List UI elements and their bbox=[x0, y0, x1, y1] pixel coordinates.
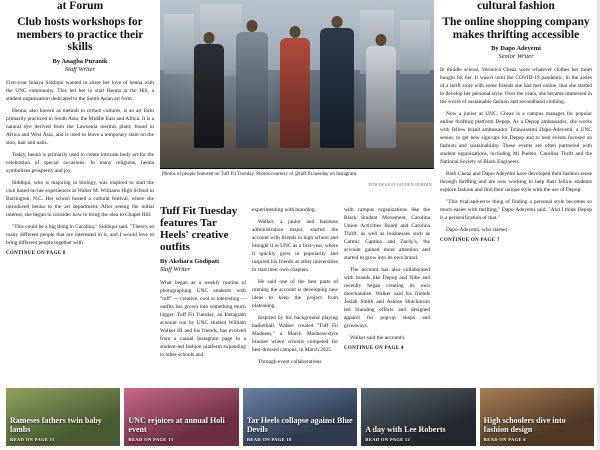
photo-credit: DTH DESIGN/JAYDEN PURDIN bbox=[368, 181, 432, 187]
center-body-col-1 bbox=[160, 279, 246, 359]
paragraph: Now a junior at UNC, Cheaz is a campus manager for popular online thrifting platform Depop. As a Depop ambassador, she works with fellow brand ambassador Tolawaseimi Dapo-Adeyemi, a UNC senior, to get new sign-ups for Depop and to host events focused on fashion and sustainability. These events are often partnered with student organizations, including Mi Pueblo, Carolina Thrift and the National Society of Black Engineers. bbox=[440, 111, 592, 166]
left-byline bbox=[6, 58, 154, 74]
promo-card[interactable] bbox=[361, 388, 475, 446]
left-article bbox=[6, 0, 154, 256]
promo-read-link[interactable]: READ ON PAGE 13 bbox=[128, 437, 174, 442]
center-column bbox=[160, 0, 434, 200]
paragraph: Inspired by his background playing basketball, Walker created "Tuff Fit Madness," a March Madness-style bracket where schools competed for best-dressed campus, in March 2025. bbox=[252, 315, 338, 353]
center-byline bbox=[160, 258, 246, 274]
promo-card[interactable] bbox=[124, 388, 238, 446]
right-headline: The online shopping company makes thrifting accessible bbox=[442, 16, 590, 41]
paragraph: In middle school, Veronica Cheaz wore whatever clothes her mom bought for her. It wasn't until the COVID-19 pandemic, in the aisles of a thrift store with some friends she had met online, that she started to develop her personal style. Over the years, she became immersed in the world of sustainable fashion and secondhand clothing. bbox=[440, 67, 592, 106]
center-body-col-2 bbox=[252, 206, 338, 366]
center-byline-role: Staff Writer bbox=[160, 265, 191, 273]
paragraph: The account has also collaborated with brands like Depop and Nike and recently began creating its own merchandise. Walker said his friends Josiah Smith and Ashton Hutchinson led branding efforts and designed apparel for pop-up shops and giveaways. bbox=[344, 267, 430, 329]
promo-read-link[interactable]: READ ON PAGE 18 bbox=[246, 437, 292, 442]
promo-title: High schoolers dive into fashion design bbox=[483, 416, 566, 435]
left-headline: Club hosts workshops for members to practice their skills bbox=[16, 16, 144, 54]
left-headline-fragment: at Forum bbox=[56, 0, 104, 12]
paragraph: Siddiqui, who is majoring in biology, was inspired to start the club based on her experiences at Walter M. Williams High School in Burlington, N.C. Her school hosted a cultural festival, where she introduced henna to the art department. After seeing the initial interest, she began to consider how to bring the idea to Chapel Hill. bbox=[6, 179, 154, 218]
center-continued[interactable]: CONTINUE ON PAGE 4 bbox=[344, 346, 404, 351]
photo-person-head bbox=[332, 16, 343, 28]
right-byline-name: By Dapo Adeyemi bbox=[491, 45, 541, 53]
paragraph: First-year Inaaya Siddiqui wanted to share her love of henna with the UNC community. This led her to start Henna at the Hill, a student organization dedicated to the South Asian art form. bbox=[6, 79, 154, 102]
right-headline-fragment: cultural fashion bbox=[477, 0, 555, 12]
photo-person bbox=[320, 28, 354, 148]
paragraph: Today, henna is primarily used to create intricate body art for the celebration of special occasions. In many religions, henna symbolizes prosperity and joy. bbox=[6, 151, 154, 174]
photo-person-head bbox=[247, 20, 258, 32]
left-continued[interactable]: CONTINUE ON PAGE 8 bbox=[6, 250, 66, 256]
right-article bbox=[440, 0, 592, 244]
promo-card[interactable] bbox=[243, 388, 357, 446]
photo-person bbox=[366, 46, 396, 148]
right-continued[interactable]: CONTINUE ON PAGE 7 bbox=[440, 238, 500, 244]
photo-caption: Photos of people featured on Tuff Fit Tuesday. Photos courtesy of @tuff.fit.tuesday on Instagram. bbox=[160, 168, 434, 181]
paragraph: with campus organizations like the Black Student Movement, Carolina Union Activities Board and Carolina Thrift, as well as businesses such as Carmic Cantina and Zachy's, the account gained more attention and started to grow into its own brand. bbox=[344, 207, 430, 261]
right-byline bbox=[440, 45, 592, 61]
photo-person bbox=[280, 38, 310, 148]
center-article bbox=[160, 202, 434, 370]
promo-read-link[interactable]: READ ON PAGE 6 bbox=[483, 437, 526, 442]
paragraph: experimenting with branding. bbox=[252, 207, 316, 213]
promo-title: UNC rejoices at annual Holi event bbox=[128, 416, 225, 435]
center-article-section bbox=[0, 200, 600, 370]
photo-person-head bbox=[290, 26, 301, 38]
center-article-col bbox=[344, 206, 430, 370]
promo-read-link[interactable]: READ ON PAGE 11 bbox=[10, 437, 55, 442]
photo-building bbox=[400, 20, 430, 74]
paragraph: What began as a weekly routine of photographing UNC students with "tuff" — creative, cool or interesting — outfits has grown into something much bigger. Tuff Fit Tuesday, an Instagram account run by UNC student William Walker III and his friends, has evolved from a casual Instagram page to a student-led fashion platform expanding to other schools and bbox=[160, 279, 246, 358]
center-byline-name: By Akshara Godipati bbox=[160, 257, 219, 265]
promo-strip bbox=[0, 388, 600, 450]
paragraph: Through event collaborations bbox=[258, 359, 322, 365]
feature-photo bbox=[160, 0, 434, 168]
promo-card[interactable] bbox=[6, 388, 120, 446]
paragraph: Henna, also known as mehndi in certain cultures, is an art form primarily practiced in South Asia, the Middle East and Africa. It is a natural dye derived from the Lawsonia inermis plant, found in Africa and West Asia, and is used to leave a temporary stain on the skin, hair and nails. bbox=[6, 107, 154, 146]
center-body-col-3 bbox=[344, 206, 430, 342]
paragraph: Walker, a junior and business administration major, started the account with friends in high school and brought it to UNC as a first-year, where it quickly grew in popularity and inspired his friends at other universities to start their own chapters. bbox=[252, 219, 338, 273]
paragraph: He said one of the best parts of running the account is developing new ideas to keep the project from plateauing. bbox=[252, 279, 338, 309]
paragraph: "This trial-and-error thing of finding a personal style becomes so much easier with thrifting," Dapo-Adeyemi said. "And I think Depop is a personification of that." bbox=[440, 199, 592, 222]
photo-person-head bbox=[376, 34, 387, 46]
promo-title: Rameses fathers twin baby lambs bbox=[10, 416, 102, 435]
photo-person-head bbox=[204, 32, 215, 44]
left-byline-name: By Anagha Puranik bbox=[52, 57, 108, 65]
paragraph: "This could be a big thing in Carolina," Siddiqui said. "There's so many different people that are interested in it, and I would love to bring different people together with bbox=[6, 223, 154, 246]
promo-title: A day with Lee Roberts bbox=[365, 425, 446, 435]
center-headline: Tuff Fit Tuesday features Tar Heels' creative outfits bbox=[160, 205, 238, 253]
paragraph: Dapo-Adeyemi, who started bbox=[446, 227, 507, 234]
promo-title: Tar Heels collapse against Blue Devils bbox=[246, 416, 353, 435]
left-byline-role: Staff Writer bbox=[64, 65, 96, 73]
photo-building bbox=[164, 14, 194, 74]
center-article-col bbox=[252, 206, 338, 370]
right-byline-role: Senior Writer bbox=[498, 53, 534, 61]
photo-person bbox=[194, 44, 224, 148]
paragraph: Walker said the account's bbox=[350, 335, 405, 341]
promo-read-link[interactable]: READ ON PAGE 12 bbox=[365, 437, 411, 442]
promo-card[interactable] bbox=[480, 388, 594, 446]
photo-person bbox=[236, 32, 268, 148]
center-article-col bbox=[160, 206, 246, 370]
paragraph: Both Cheaz and Dapo-Adeyemi have developed their fashion sense through thrifting and are now working to help their fellow students explore fashion and find their unique style with the use of Depop. bbox=[440, 171, 592, 194]
